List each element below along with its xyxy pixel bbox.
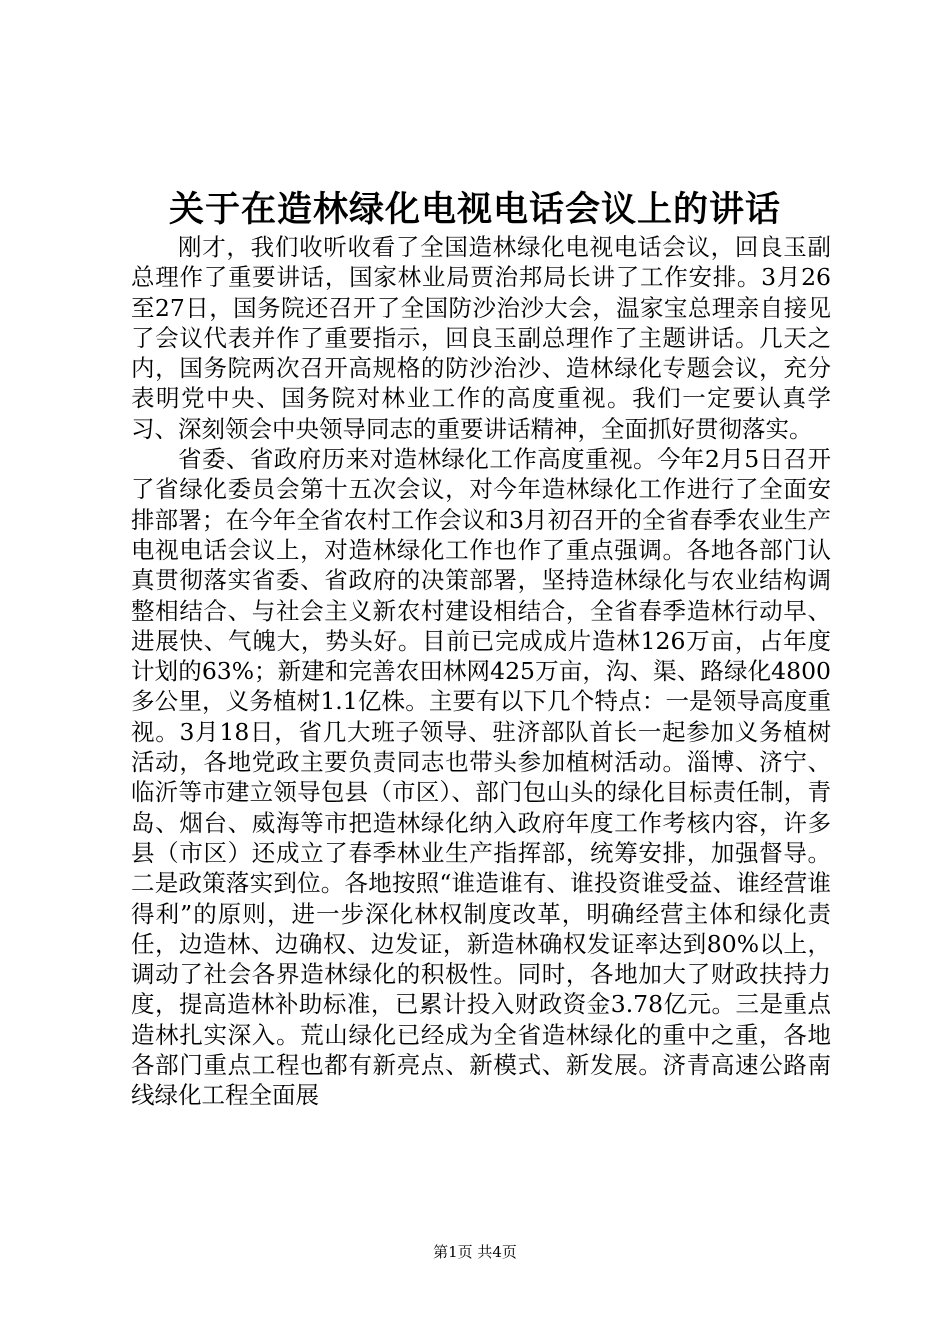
document-title: 关于在造林绿化电视电话会议上的讲话: [168, 189, 781, 230]
paragraph-2: 省委、省政府历来对造林绿化工作高度重视。今年2月5日召开了省绿化委员会第十五次会议，对今年造林绿化工作进行了全面安排部署；在今年全省农村工作会议和3月初召开的全省春季农业生产电视电话会议上，对造林绿化工作也作了重点强调。各地各部门认真贯彻落实省委、省政府的决策部署，坚持造林绿化与农业结构调整相结合、与社会主义新农村建设相结合，全省春季造林行动早、进展快、气魄大，势头好。目前已完成成片造林126万亩，占年度计划的63%；新建和完善农田林网425万亩，沟、渠、路绿化4800多公里，义务植树1.1亿株。主要有以下几个特点：一是领导高度重视。3月18日，省几大班子领导、驻济部队首长一起参加义务植树活动，各地党政主要负责同志也带头参加植树活动。淄博、济宁、临沂等市建立领导包县（市区）、部门包山头的绿化目标责任制，青岛、烟台、威海等市把造林绿化纳入政府年度工作考核内容，许多县（市区）还成立了春季林业生产指挥部，统筹安排，加强督导。二是政策落实到位。各地按照“谁造谁有、谁投资谁受益、谁经营谁得利”的原则，进一步深化林权制度改革，明确经营主体和绿化责任，边造林、边确权、边发证，新造林确权发证率达到80%以上，调动了社会各界造林绿化的积极性。同时，各地加大了财政扶持力度，提高造林补助标准，已累计投入财政资金3.78亿元。三是重点造林扎实深入。荒山绿化已经成为全省造林绿化的重中之重，各地各部门重点工程也都有新亮点、新模式、新发展。济青高速公路南线绿化工程全面展: [131, 445, 831, 1110]
page-number-footer: 第1页 共4页: [433, 1243, 517, 1261]
paragraph-1: 刚才，我们收听收看了全国造林绿化电视电话会议，回良玉副总理作了重要讲话，国家林业局贾治邦局长讲了工作安排。3月26至27日，国务院还召开了全国防沙治沙大会，温家宝总理亲自接见了会议代表并作了重要指示，回良玉副总理作了主题讲话。几天之内，国务院两次召开高规格的防沙治沙、造林绿化专题会议，充分表明党中央、国务院对林业工作的高度重视。我们一定要认真学习、深刻领会中央领导同志的重要讲话精神，全面抓好贯彻落实。: [131, 233, 831, 443]
document-body: [131, 232, 831, 1111]
